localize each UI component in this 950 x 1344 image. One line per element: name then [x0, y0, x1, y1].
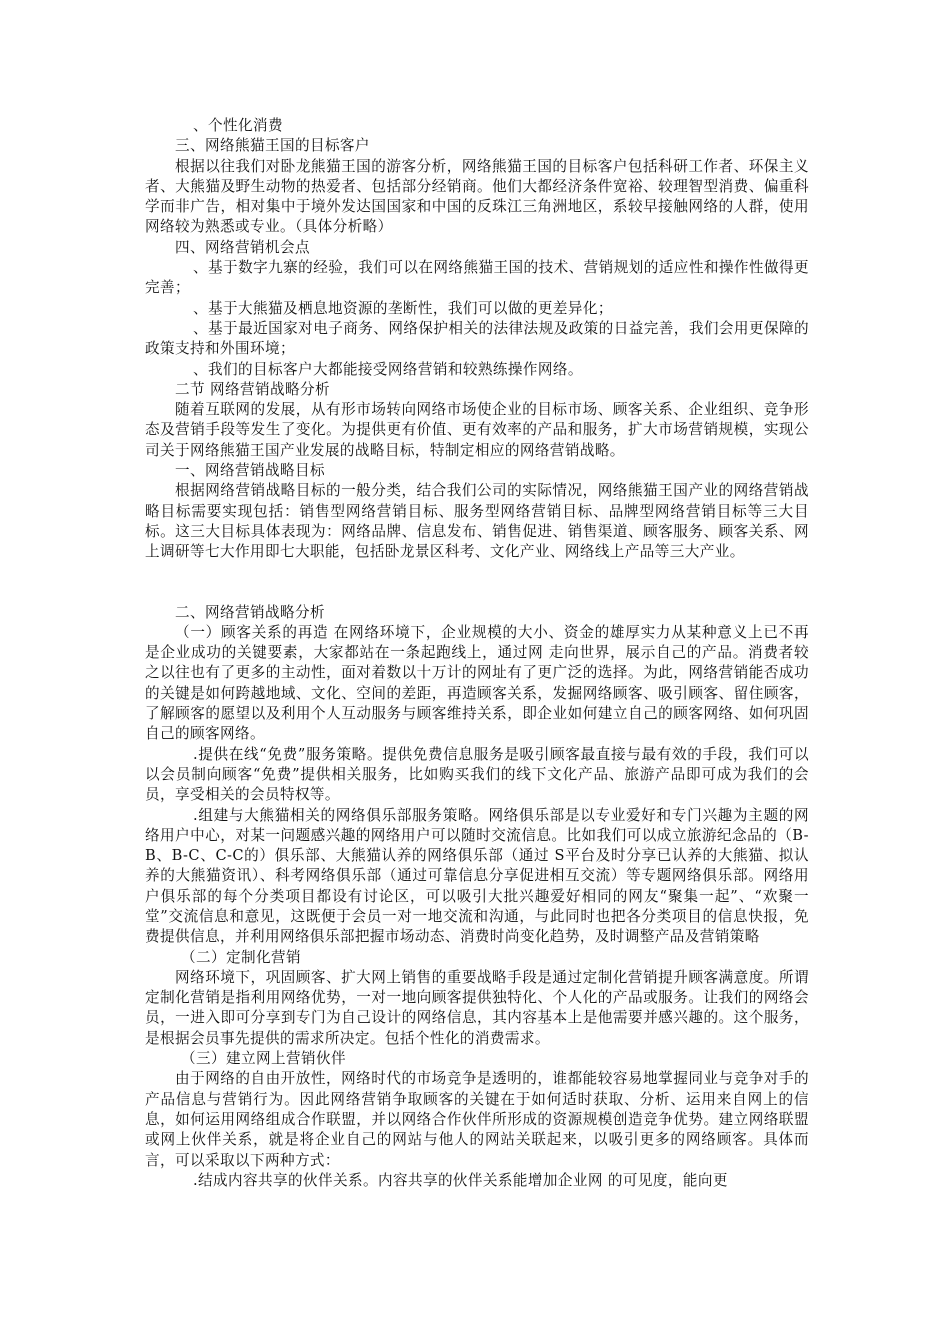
paragraph-strategy-goals: 根据网络营销战略目标的一般分类，结合我们公司的实际情况，网络熊猫王国产业的网络营销战略目标需要实现包括：销售型网络营销目标、服务型网络营销目标、品牌型网络营销目标等三大目标。这三大目标具体表现为：网络品牌、信息发布、销售促进、销售渠道、顾客服务、顾客关系、网上调研等七大作用即七大职能，包括卧龙景区科考、文化产业、网络线上产品等三大产业。 [145, 482, 809, 561]
paragraph-target-customers: 根据以往我们对卧龙熊猫王国的游客分析，网络熊猫王国的目标客户包括科研工作者、环保主义者、大熊猫及野生动物的热爱者、包括部分经销商。他们大都经济条件宽裕、较理智型消费、偏重科学而非广告，相对集中于境外发达国国家和中国的反珠江三角洲地区，系较早接触网络的人群，使用网络较为熟悉或专业。（具体分析略） [145, 157, 809, 236]
paragraph-opportunity-4: 、我们的目标客户大都能接受网络营销和较熟练操作网络。 [193, 360, 583, 378]
paragraph-opportunity-1: 、基于数字九寨的经验，我们可以在网络熊猫王国的技术、营销规划的适应性和操作性做得更完善； [145, 259, 809, 297]
heading-customized-marketing: （二）定制化营销 [181, 948, 301, 966]
paragraph-online-partners: 由于网络的自由开放性，网络时代的市场竞争是透明的，谁都能较容易地掌握同业与竞争对手的产品信息与营销行为。因此网络营销争取顾客的关键在于如何适时获取、分析、运用来自网上的信息，如何运用网络组成合作联盟，并以网络合作伙伴所形成的资源规模创造竞争优势。建立网络联盟或网上伙伴关系，就是将企业自己的网站与他人的网站关联起来，以吸引更多的网络顾客。具体而言，可以采取以下两种方式： [145, 1070, 809, 1169]
list-item-personalized-consumption: 、个性化消费 [193, 117, 283, 134]
heading-strategy-analysis: 二、网络营销战略分析 [175, 603, 325, 621]
paragraph-opportunity-2: 、基于大熊猫及栖息地资源的垄断性，我们可以做的更差异化； [193, 299, 613, 317]
paragraph-content-sharing: .结成内容共享的伙伴关系。内容共享的伙伴关系能增加企业网 的可见度，能向更 [193, 1171, 728, 1189]
heading-strategy-goals: 一、网络营销战略目标 [175, 462, 325, 480]
paragraph-internet-development: 随着互联网的发展，从有形市场转向网络市场使企业的目标市场、顾客关系、企业组织、竞争形态及营销手段等发生了变化。为提供更有价值、更有效率的产品和服务，扩大市场营销规模，实现公司关于网络熊猫王国产业发展的战略目标，特制定相应的网络营销战略。 [145, 401, 809, 459]
section-title-strategy-analysis: 二节 网络营销战略分析 [175, 380, 330, 398]
paragraph-opportunity-3: 、基于最近国家对电子商务、网络保护相关的法律法规及政策的日益完善，我们会用更保障的政策支持和外围环境； [145, 319, 809, 358]
paragraph-spacer [145, 563, 809, 603]
document-page [145, 116, 809, 1191]
paragraph-online-club: .组建与大熊猫相关的网络俱乐部服务策略。网络俱乐部是以专业爱好和专门兴趣为主题的网络用户中心，对某一问题感兴趣的网络用户可以随时交流信息。比如我们可以成立旅游纪念品的（B-B、B-C、C-C的）俱乐部、大熊猫认养的网络俱乐部（通过 S平台及时分享已认养的大熊猫、拟认养的大熊猫资讯）、科考网络俱乐部（通过可靠信息分享促进相互交流）等专题网络俱乐部。网络用户俱乐部的每个分类项目都设有讨论区，可以吸引大批兴趣爱好相同的网友“聚集一起”、“欢聚一堂”交流信息和意见，这既便于会员一对一地交流和沟通，与此同时也把各分类项目的信息快报，免费提供信息，并利用网络俱乐部把握市场动态、消费时尚变化趋势，及时调整产品及营销策略 [145, 806, 809, 946]
heading-opportunities: 四、网络营销机会点 [175, 238, 310, 256]
heading-target-customers: 三、网络熊猫王国的目标客户 [175, 137, 370, 155]
heading-online-partners: （三）建立网上营销伙伴 [181, 1050, 346, 1068]
paragraph-customer-relations: （一）顾客关系的再造 在网络环境下，企业规模的大小、资金的雄厚实力从某种意义上已不再是企业成功的关键要素，大家都站在一条起跑线上，通过网 走向世界，展示自己的产品。消费者较之以往也有了更多的主动性，面对着数以十万计的网址有了更广泛的选择。为此，网络营销能否成功的关键是如何跨越地域、文化、空间的差距，再造顾客关系，发掘网络顾客、吸引顾客、留住顾客，了解顾客的愿望以及利用个人互动服务与顾客维持关系，即企业如何建立自己的顾客网络、如何巩固自己的顾客网络。 [145, 623, 809, 743]
paragraph-customized-marketing: 网络环境下，巩固顾客、扩大网上销售的重要战略手段是通过定制化营销提升顾客满意度。所谓定制化营销是指利用网络优势，一对一地向顾客提供独特化、个人化的产品或服务。让我们的网络会员，一进入即可分享到专门为自己设计的网络信息，其内容基本上是他需要并感兴趣的。这个服务，是根据会员事先提供的需求所决定。包括个性化的消费需求。 [145, 968, 809, 1047]
paragraph-free-service: .提供在线“免费”服务策略。提供免费信息服务是吸引顾客最直接与最有效的手段，我们可以以会员制向顾客“免费”提供相关服务，比如购买我们的线下文化产品、旅游产品即可成为我们的会员，享受相关的会员特权等。 [145, 745, 809, 804]
